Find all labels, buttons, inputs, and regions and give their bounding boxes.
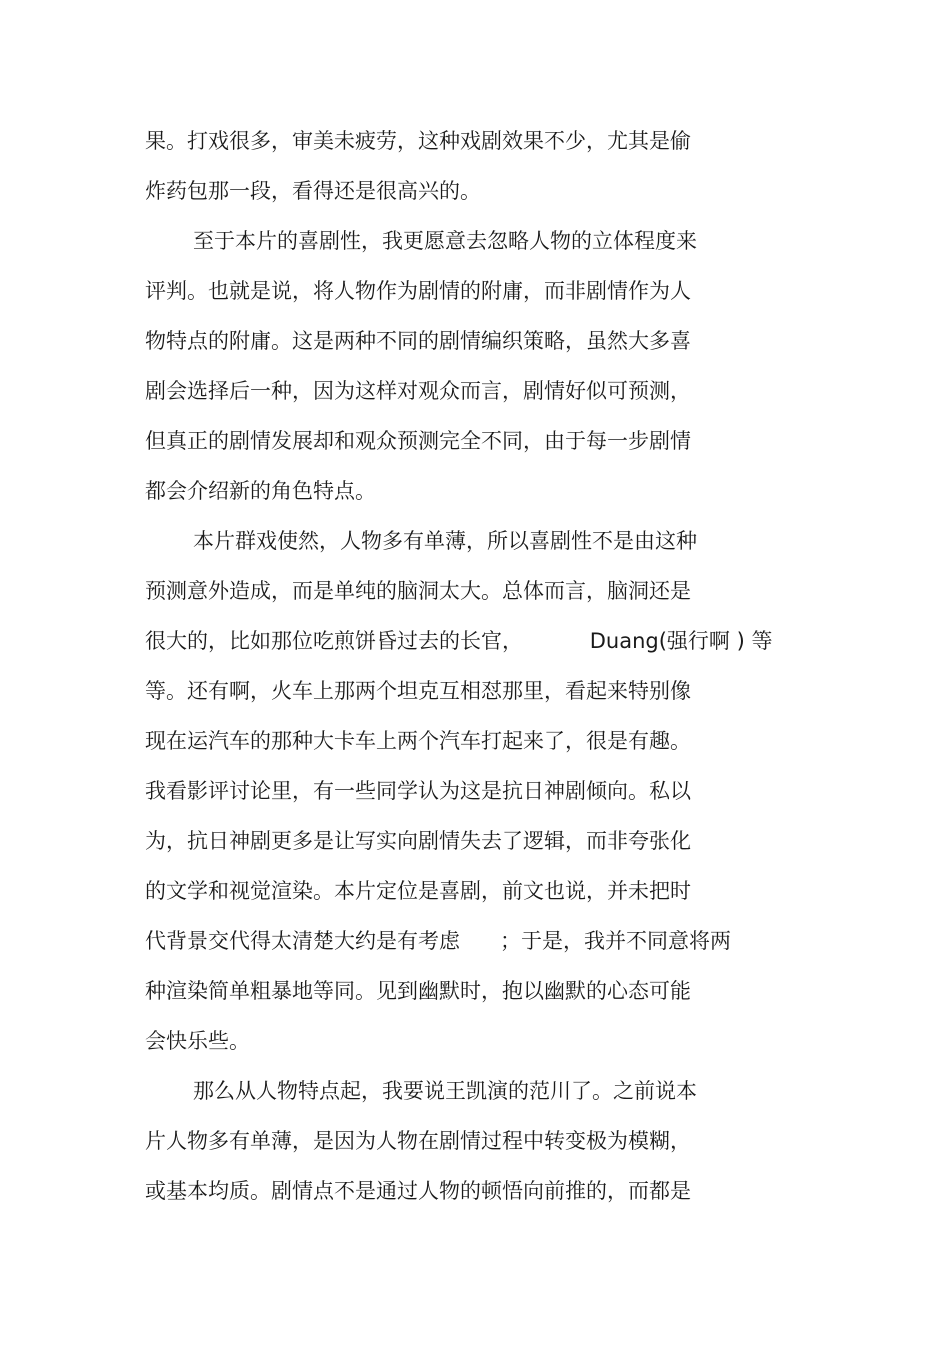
paragraph-start-line: 那么从人物特点起，我要说王凯演的范川了。之前说本 (193, 1079, 697, 1103)
text-line: 片人物多有单薄，是因为人物在剧情过程中转变极为模糊， (145, 1129, 691, 1153)
text-line: 评判。也就是说，将人物作为剧情的附庸，而非剧情作为人 (145, 279, 691, 303)
text-line: 我看影评讨论里，有一些同学认为这是抗日神剧倾向。私以 (145, 779, 691, 803)
text-line: 炸药包那一段，看得还是很高兴的。 (145, 179, 481, 203)
text-line: 现在运汽车的那种大卡车上两个汽车打起来了，很是有趣。 (145, 729, 691, 753)
paragraph-start-line: 本片群戏使然，人物多有单薄，所以喜剧性不是由这种 (193, 529, 697, 553)
text-line: 很大的，比如那位吃煎饼昏过去的长官， Duang(强行啊 ) 等 (145, 629, 773, 653)
text-line: 的文学和视觉渲染。本片定位是喜剧，前文也说，并未把时 (145, 879, 691, 903)
paragraph-start-line: 至于本片的喜剧性，我更愿意去忽略人物的立体程度来 (193, 229, 697, 253)
text-line: 会快乐些。 (145, 1029, 250, 1053)
text-line: 种渲染简单粗暴地等同。见到幽默时，抱以幽默的心态可能 (145, 979, 691, 1003)
text-line: 代背景交代得太清楚大约是有考虑 ；于是，我并不同意将两 (145, 929, 732, 953)
text-line: 为，抗日神剧更多是让写实向剧情失去了逻辑，而非夸张化 (145, 829, 691, 853)
text-line: 剧会选择后一种，因为这样对观众而言，剧情好似可预测， (145, 379, 691, 403)
text-line: 果。打戏很多，审美未疲劳，这种戏剧效果不少，尤其是偷 (145, 129, 691, 153)
text-line: 预测意外造成，而是单纯的脑洞太大。总体而言，脑洞还是 (145, 579, 691, 603)
text-line: 但真正的剧情发展却和观众预测完全不同，由于每一步剧情 (145, 429, 691, 453)
text-line: 物特点的附庸。这是两种不同的剧情编织策略，虽然大多喜 (145, 329, 691, 353)
text-line: 或基本均质。剧情点不是通过人物的顿悟向前推的，而都是 (145, 1179, 691, 1203)
text-line: 等。还有啊，火车上那两个坦克互相怼那里，看起来特别像 (145, 679, 691, 703)
text-line: 都会介绍新的角色特点。 (145, 479, 376, 503)
